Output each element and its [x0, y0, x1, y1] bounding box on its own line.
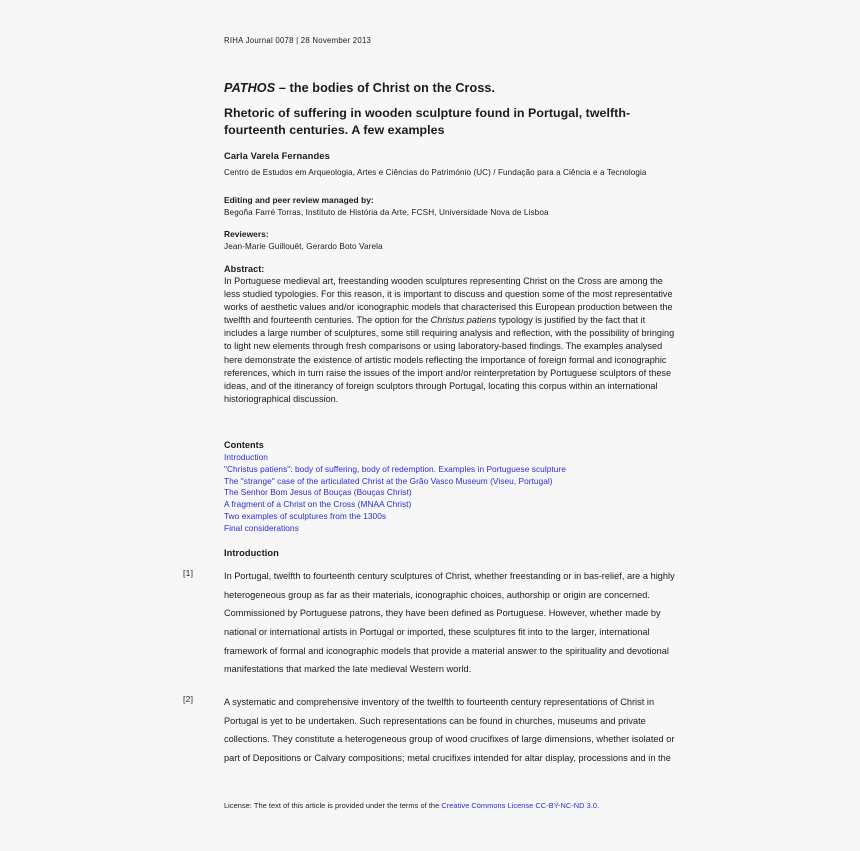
title-remainder: – the bodies of Christ on the Cross.: [275, 81, 496, 95]
abstract-section: [224, 264, 680, 406]
paragraph-number-1: [1]: [183, 568, 194, 578]
contents-link-1300s-sculptures[interactable]: Two examples of sculptures from the 1300s: [224, 510, 387, 521]
contents-link-mnaa-christ[interactable]: A fragment of a Christ on the Cross (MNAA Christ): [224, 499, 412, 510]
abstract-text: [224, 275, 680, 406]
contents-section: [224, 440, 680, 534]
body-content: [183, 548, 680, 782]
license-prefix: License: The text of this article is provided under the terms of the: [224, 801, 442, 810]
author-name: Carla Varela Fernandes: [224, 150, 330, 162]
license-suffix: .: [597, 801, 600, 810]
paragraph-text-2: A systematic and comprehensive inventory of the twelfth to fourteenth century representations of Christ in Portugal is yet to be undertaken. Such representations can be found in churches, museums and private collections. They constitute a heterogeneous group of wood crucifixes of large dimensions, whether isolated or part of Depositions or Calvary compositions; metal crucifixes intended for altar display, processions and in the: [224, 697, 675, 764]
section-heading-introduction: Introduction: [224, 548, 279, 558]
editing-group: [224, 194, 676, 219]
reviewers-value: Jean-Marie Guillouët, Gerardo Boto Varela: [224, 241, 383, 251]
contents-link-boucas-christ[interactable]: The Senhor Bom Jesus of Bouças (Bouças Christ): [224, 487, 412, 498]
abstract-part-1: In Portuguese medieval art, freestanding wooden sculptures representing Christ on the Cross are among the less studied typologies. For this reason, it is important to discuss and question some of the most representative works of aesthetic values and/or iconographic models that characterised this European production between the twelfth and fourteenth centuries. The option for the: [224, 276, 673, 326]
author-affiliation: Centro de Estudos em Arqueologia, Artes e Ciências do Património (UC) / Fundação para a Ciência e a Tecnologia: [224, 168, 647, 178]
page-title: [224, 80, 676, 97]
editing-label: Editing and peer review managed by:: [224, 195, 374, 205]
contents-link-introduction[interactable]: Introduction: [224, 452, 268, 462]
editing-value: Begoña Farré Torras, Instituto de História da Arte, FCSH, Universidade Nova de Lisboa: [224, 207, 549, 217]
running-head: RIHA Journal 0078 | 28 November 2013: [224, 36, 372, 45]
page-subtitle: Rhetoric of suffering in wooden sculpture found in Portugal, twelfth-fourteenth centuries. A few examples: [224, 106, 631, 138]
contents-link-grao-vasco[interactable]: The "strange" case of the articulated Christ at the Grão Vasco Museum (Viseu, Portugal): [224, 475, 553, 486]
license-footer: [224, 801, 680, 811]
contents-link-christus-patiens[interactable]: "Christus patiens": body of suffering, body of redemption. Examples in Portuguese sculpture: [224, 463, 566, 474]
paragraph-2: [183, 693, 680, 768]
abstract-italic-term: Christus patiens: [430, 315, 497, 326]
editorial-meta: [224, 194, 676, 253]
title-emphasis: PATHOS: [224, 81, 276, 95]
title-block: [224, 80, 676, 179]
paragraph-number-2: [2]: [183, 694, 194, 705]
contents-label: Contents: [224, 440, 264, 450]
reviewers-label: Reviewers:: [224, 228, 269, 239]
paragraph-1: [183, 567, 680, 679]
abstract-part-2: typology is justified by the fact that it includes a large number of sculptures, some still requiring analysis and reflection, with the possibility of bringing to light new elements through fresh comparisons or using laboratory-based findings. The examples analysed here demonstrate the existence of artistic models reflecting the importance of foreign formal and iconographic references, which in turn raise the issues of the import and/or reinterpretation by Portuguese sculptors of these ideas, and of the itinerancy of foreign sculptors through Portugal, locating this corpus within an international historiographical discussion.: [224, 315, 675, 404]
abstract-label: Abstract:: [224, 264, 265, 274]
license-link[interactable]: Creative Commons License CC-BY-NC-ND 3.0: [441, 801, 598, 810]
paragraph-text-1: In Portugal, twelfth to fourteenth century sculptures of Christ, whether freestanding or in bas-relief, are a highly heterogeneous group as far as their materials, iconographic choices, authorship or origin are concerned. Commissioned by Portuguese patrons, they have been defined as Portuguese. However, whether made by national or international artists in Portugal or imported, these sculptures fit into to the larger, international framework of formal and iconographic models that provide a material answer to the spirituality and devotional manifestations that marked the late medieval Western world.: [224, 571, 675, 675]
reviewers-group: [224, 228, 676, 253]
contents-link-final-considerations[interactable]: Final considerations: [224, 522, 299, 533]
